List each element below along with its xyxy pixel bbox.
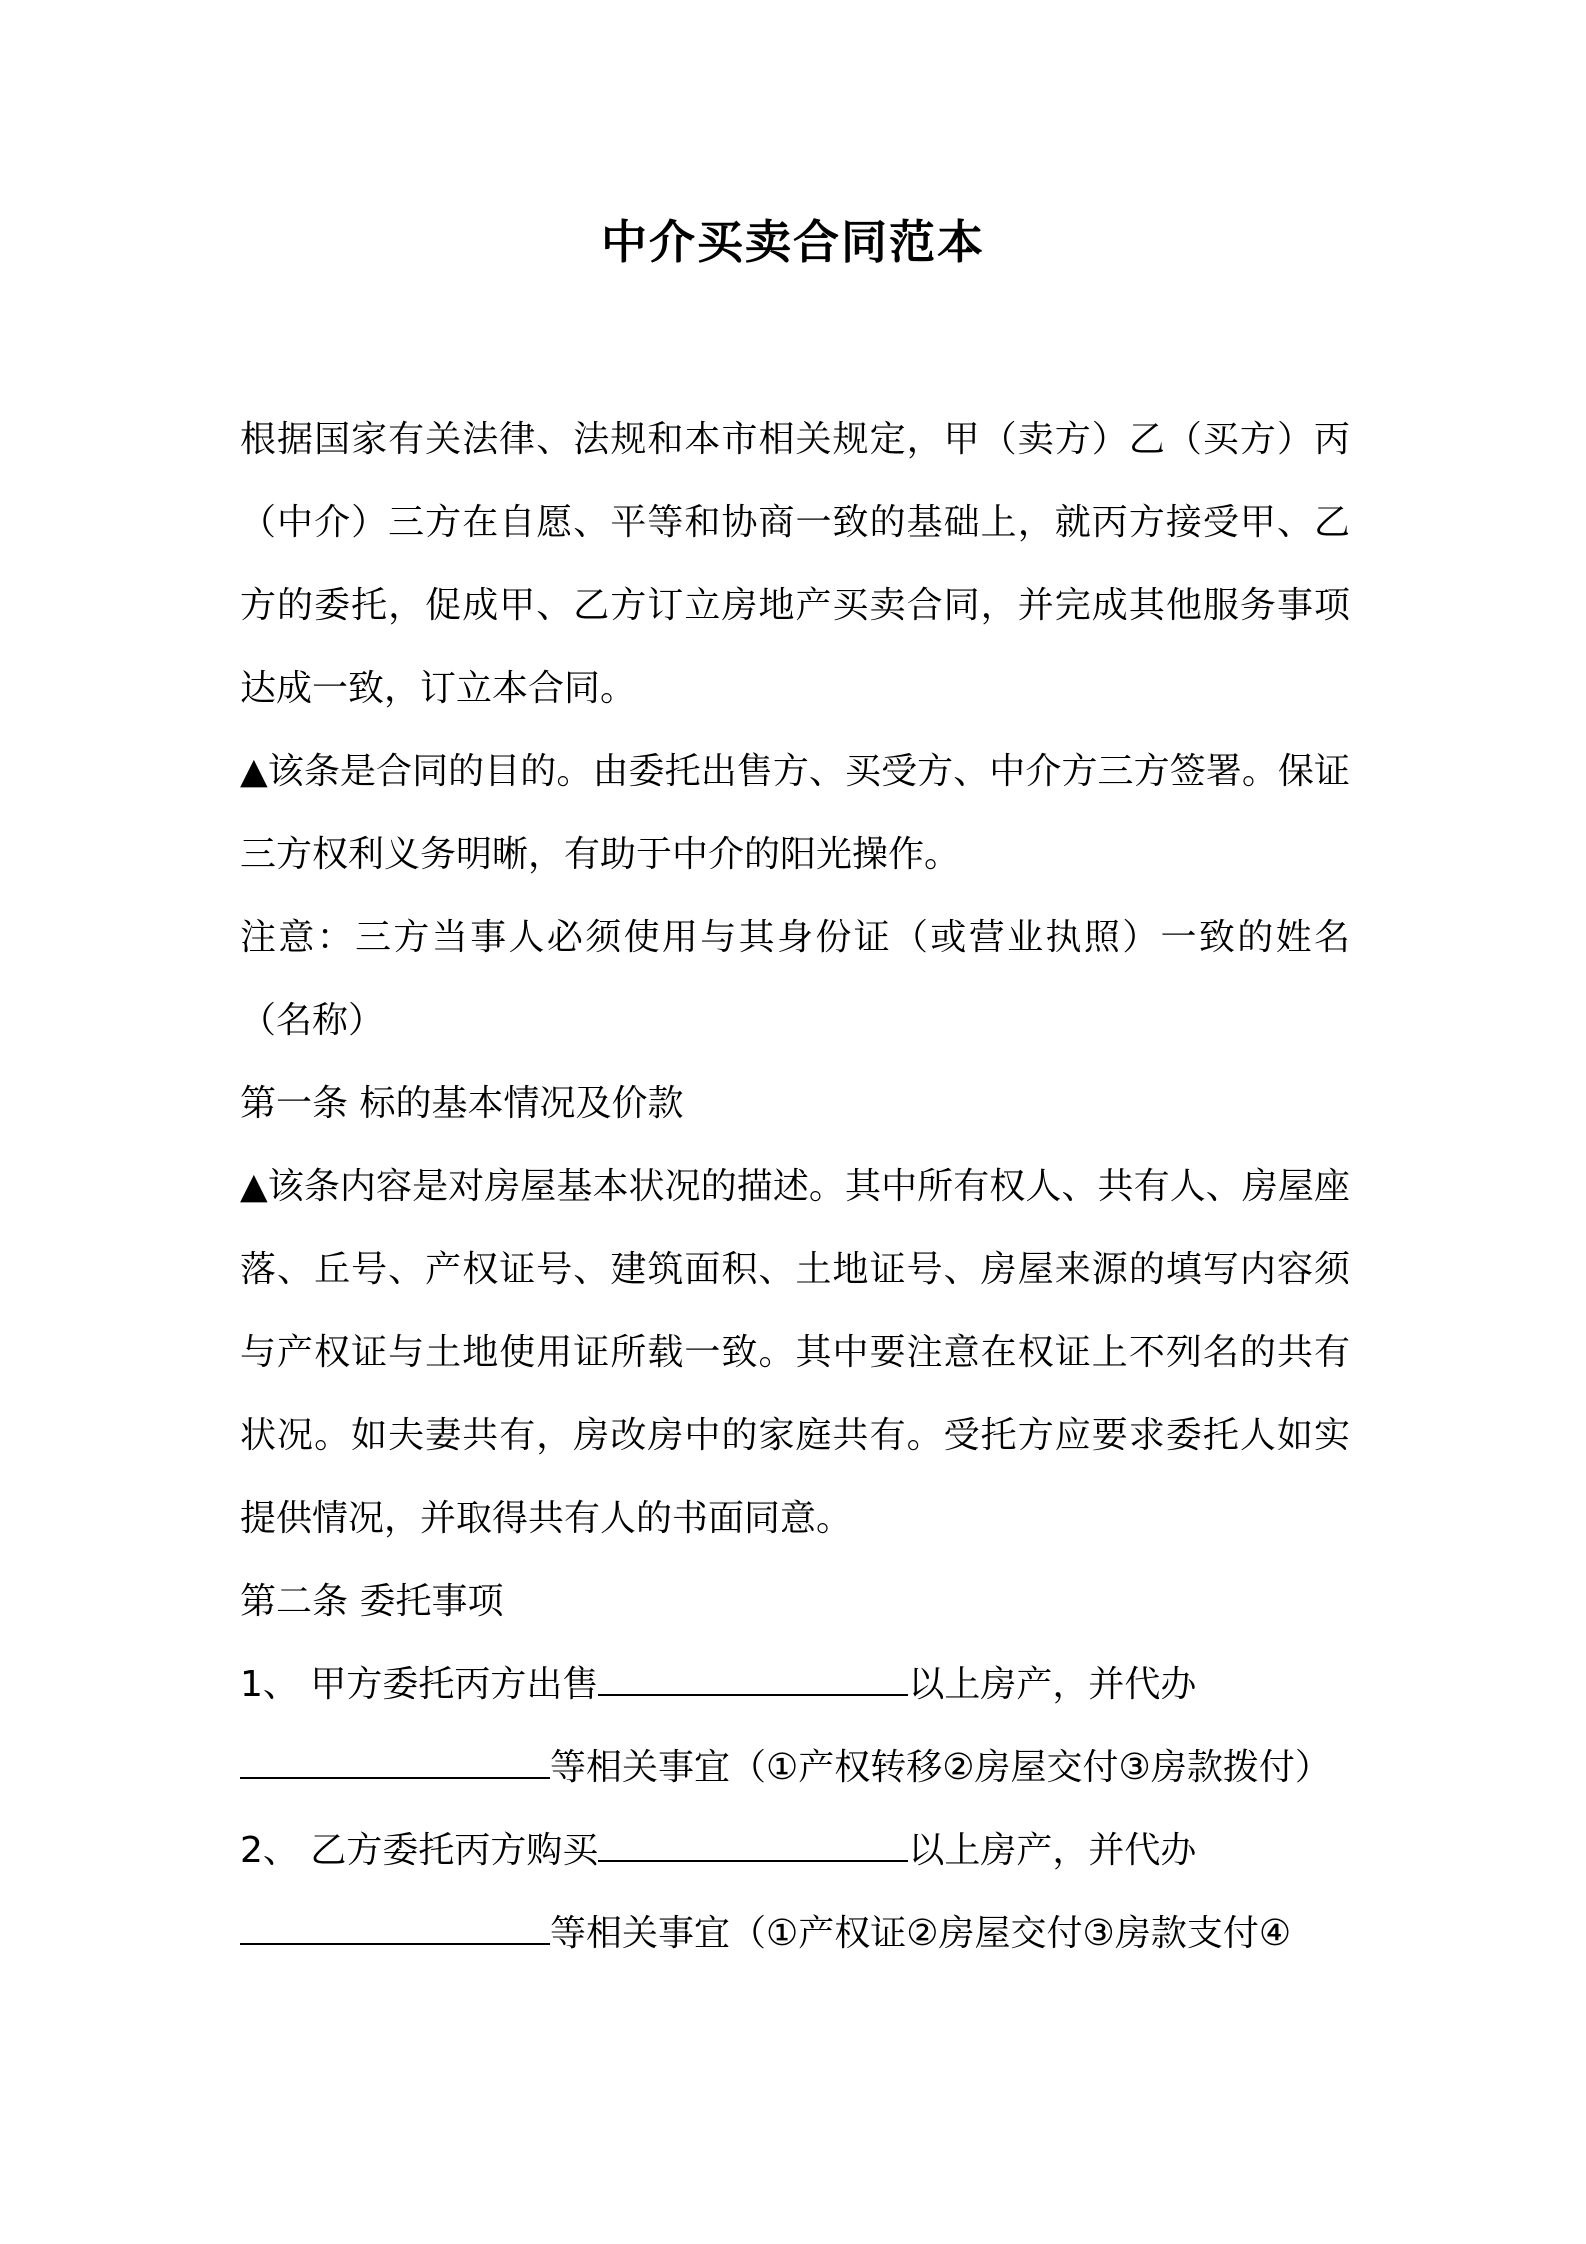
item-1-blank-property[interactable] bbox=[598, 1660, 908, 1696]
purpose-note: ▲该条是合同的目的。由委托出售方、买受方、中介方三方签署。保证三方权利义务明晰，有助于中介的阳光操作。 bbox=[240, 751, 1350, 875]
article-1-heading: 第一条 标的基本情况及价款 bbox=[240, 1083, 684, 1124]
item-2-blank-property[interactable] bbox=[598, 1826, 908, 1862]
item-2-suffix: 等相关事宜（①产权证②房屋交付③房款支付④ bbox=[550, 1913, 1292, 1954]
intro-paragraph: 根据国家有关法律、法规和本市相关规定，甲（卖方）乙（买方）丙（中介）三方在自愿、平等和协商一致的基础上，就丙方接受甲、乙方的委托，促成甲、乙方订立房地产买卖合同，并完成其他服务事项达成一致，订立本合同。 bbox=[240, 419, 1350, 709]
item-1-suffix: 等相关事宜（①产权转移②房屋交付③房款拨付） bbox=[550, 1747, 1331, 1788]
item-2 bbox=[240, 1809, 1350, 1975]
article-1-note: ▲该条内容是对房屋基本状况的描述。其中所有权人、共有人、房屋座落、丘号、产权证号、建筑面积、土地证号、房屋来源的填写内容须与产权证与土地使用证所载一致。其中要注意在权证上不列名的共有状况。如夫妻共有，房改房中的家庭共有。受托方应要求委托人如实提供情况，并取得共有人的书面同意。 bbox=[240, 1166, 1350, 1539]
item-1-mid: 以上房产，并代办 bbox=[908, 1664, 1197, 1705]
item-2-blank-matters[interactable] bbox=[240, 1909, 550, 1945]
item-1 bbox=[240, 1643, 1350, 1809]
item-2-mid: 以上房产，并代办 bbox=[908, 1830, 1197, 1871]
document-title: 中介买卖合同范本 bbox=[601, 215, 985, 269]
item-1-blank-matters[interactable] bbox=[240, 1743, 550, 1779]
article-2-heading: 第二条 委托事项 bbox=[240, 1581, 504, 1622]
item-2-prefix: 2、 乙方委托丙方购买 bbox=[240, 1830, 599, 1871]
document-body bbox=[240, 398, 1350, 1975]
attention-note: 注意：三方当事人必须使用与其身份证（或营业执照）一致的姓名（名称） bbox=[240, 917, 1350, 1041]
item-1-prefix: 1、 甲方委托丙方出售 bbox=[240, 1664, 599, 1705]
